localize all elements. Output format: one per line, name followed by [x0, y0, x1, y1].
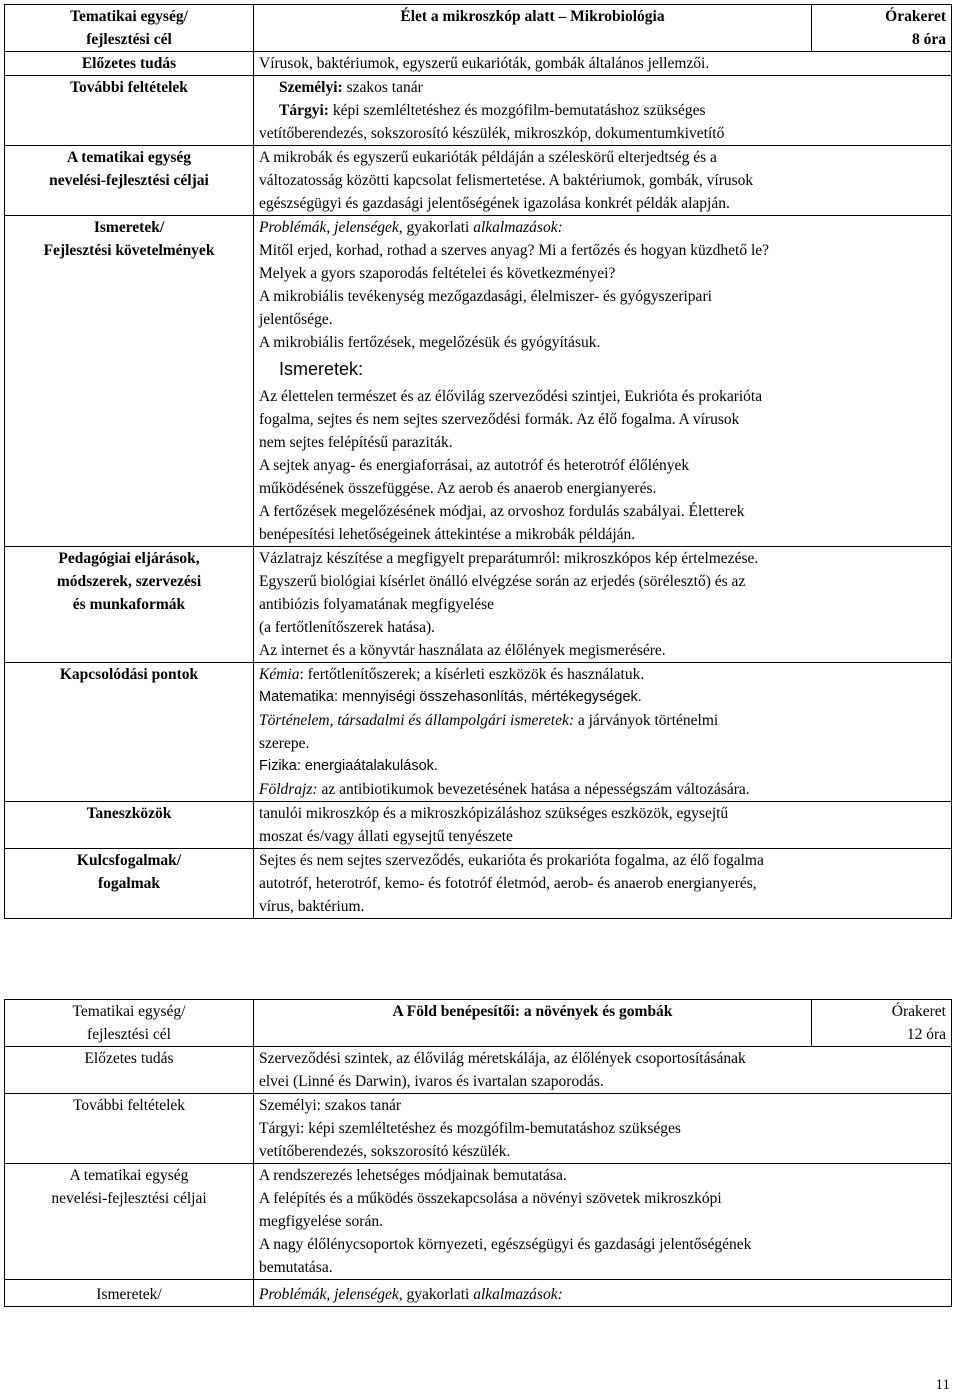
table-row	[5, 5, 952, 52]
text-line: Az internet és a könyvtár használata az élőlények megismerésére.	[259, 642, 666, 659]
row-label-kapcsolodasi: Kapcsolódási pontok	[5, 663, 254, 802]
row-label-tema	[5, 1000, 254, 1047]
label-line: fejlesztési cél	[86, 31, 172, 48]
text-line: bemutatása.	[259, 1259, 333, 1276]
text-line: megfigyelése során.	[259, 1213, 383, 1230]
subject-line: Matematika: mennyiségi összehasonlítás, mértékegységek.	[259, 689, 642, 705]
label-line: nevelési-fejlesztési céljai	[51, 1190, 207, 1207]
row-label-elozetes: Előzetes tudás	[5, 1047, 254, 1094]
table-row	[5, 547, 952, 663]
table-row	[5, 1000, 952, 1047]
row-label-celjai	[5, 1164, 254, 1280]
text-line: nem sejtes felépítésű paraziták.	[259, 434, 453, 451]
text-line: Szerveződési szintek, az élővilág méretskálája, az élőlények csoportosításának	[259, 1050, 746, 1067]
text-line: jelentősége.	[259, 311, 333, 328]
text-line: változatosság közötti kapcsolat felismertetése. A baktériumok, gombák, vírusok	[259, 172, 754, 189]
text-line: Vázlatrajz készítése a megfigyelt preparátumról: mikroszkópos kép értelmezése.	[259, 550, 759, 567]
text-line: A nagy élőlénycsoportok környezeti, egészségügyi és gazdasági jelentőségének	[259, 1236, 752, 1253]
row-label-taneszkozok: Taneszközök	[5, 802, 254, 849]
targyi-label: Tárgyi:	[279, 102, 329, 119]
targyi-text-cont: vetítőberendezés, sokszorosító készülék, mikroszkóp, dokumentumkivetítő	[259, 125, 725, 142]
subject-label: Történelem, társadalmi és állampolgári ismeretek:	[259, 712, 574, 729]
table-row	[5, 802, 952, 849]
elozetes-content	[254, 1047, 952, 1094]
text-line: (a fertőtlenítőszerek hatása).	[259, 619, 436, 636]
text-line: A rendszerezés lehetséges módjainak bemutatása.	[259, 1167, 567, 1184]
problemak-label: gyakorlati	[406, 219, 470, 236]
problemak-label: Problémák, jelenségek,	[259, 1286, 403, 1303]
text-line: Egyszerű biológiai kísérlet önálló elvégzése során az erjedés (sörélesztő) és az	[259, 573, 746, 590]
curriculum-table-plants-fungi	[4, 999, 952, 1307]
hours-label: Órakeret	[891, 1003, 946, 1020]
text-line: Az élettelen természet és az élővilág szerveződési szintjei, Eukrióta és prokarióta	[259, 388, 763, 405]
elozetes-text: Vírusok, baktériumok, egyszerű eukarióták, gombák általános jellemzői.	[254, 52, 952, 76]
celjai-content	[254, 146, 952, 216]
tovabbi-content	[254, 76, 952, 146]
text-line: tanulói mikroszkóp és a mikroszkópizáláshoz szükséges eszközök, egysejtű	[259, 805, 729, 822]
label-line: Tematikai egység/	[72, 1003, 186, 1020]
text-line: Mitől erjed, korhad, rothad a szerves anyag? Mi a fertőzés és hogyan küzdhető le?	[259, 242, 770, 259]
text-line: A fertőzések megelőzésének módjai, az orvoshoz fordulás szabályai. Életterek	[259, 503, 745, 520]
text-line: fogalma, sejtes és nem sejtes szerveződési formák. Az élő fogalma. A vírusok	[259, 411, 740, 428]
hours-label: Órakeret	[885, 8, 946, 25]
targyi-text: képi szemléltetéshez és mozgófilm-bemutatáshoz szükséges	[332, 102, 706, 119]
table-row	[5, 76, 952, 146]
text-line: működésének összefüggése. Az aerob és anaerob energianyerés.	[259, 480, 657, 497]
text-line: A mikrobiális fertőzések, megelőzésük és gyógyításuk.	[259, 334, 601, 351]
label-line: A tematikai egység	[67, 149, 191, 166]
table-row	[5, 1047, 952, 1094]
row-label-elozetes: Előzetes tudás	[5, 52, 254, 76]
row-label-pedagogiai	[5, 547, 254, 663]
text-line: A mikrobák és egyszerű eukarióták példáján a széleskörű elterjedtség és a	[259, 149, 717, 166]
szemelyi-text: szakos tanár	[324, 1097, 402, 1114]
table-row	[5, 849, 952, 919]
row-label-ismeretek: Ismeretek/	[5, 1280, 254, 1307]
text-line: A felépítés és a működés összekapcsolása a növényi szövetek mikroszkópi	[259, 1190, 722, 1207]
ismeretek-heading: Ismeretek:	[279, 359, 364, 379]
subject-text: az antibiotikumok bevezetésének hatása a népességszám változására.	[321, 781, 750, 798]
table-row	[5, 52, 952, 76]
targyi-text: képi szemléltetéshez és mozgófilm-bemutatáshoz szükséges	[308, 1120, 681, 1137]
label-line: nevelési-fejlesztési céljai	[49, 172, 209, 189]
page-number: 11	[935, 1377, 950, 1393]
text-line: autotróf, heterotróf, kemo- és fototróf életmód, aerob- és anaerob energianyerés,	[259, 875, 757, 892]
problemak-label: alkalmazások:	[473, 1286, 563, 1303]
szemelyi-text: szakos tanár	[346, 79, 423, 96]
szemelyi-label: Személyi:	[279, 79, 343, 96]
subject-text: szerepe.	[259, 735, 310, 752]
label-line: Fejlesztési követelmények	[43, 242, 215, 259]
kapcsolodasi-content	[254, 663, 952, 802]
problemak-label: alkalmazások:	[473, 219, 563, 236]
text-line: Melyek a gyors szaporodás feltételei és következményei?	[259, 265, 616, 282]
pedagogiai-content	[254, 547, 952, 663]
subject-label: Kémia	[259, 666, 300, 683]
table-row	[5, 146, 952, 216]
subject-line: Fizika: energiaátalakulások.	[259, 758, 438, 774]
label-line: Tematikai egység/	[70, 8, 188, 25]
label-line: Kulcsfogalmak/	[76, 852, 182, 869]
subject-text: : fertőtlenítőszerek; a kísérleti eszközök és használatuk.	[299, 666, 645, 683]
ismeretek-content	[254, 1280, 952, 1307]
hours-value: 8 óra	[911, 31, 946, 48]
row-label-kulcsfogalmak	[5, 849, 254, 919]
row-label-ismeretek	[5, 216, 254, 547]
row-label-tovabbi: További feltételek	[5, 76, 254, 146]
problemak-label: Problémák, jelenségek,	[259, 219, 403, 236]
unit-title: Élet a mikroszkóp alatt – Mikrobiológia	[254, 5, 812, 52]
text-line: vírus, baktérium.	[259, 898, 365, 915]
text-line: Sejtes és nem sejtes szerveződés, eukarióta és prokarióta fogalma, az élő fogalma	[259, 852, 764, 869]
kulcsfogalmak-content	[254, 849, 952, 919]
text-line: egészségügyi és gazdasági jelentőségének igazolása konkrét példák alapján.	[259, 195, 730, 212]
table-row	[5, 1280, 952, 1307]
subject-label: Földrajz:	[259, 781, 318, 798]
row-label-celjai	[5, 146, 254, 216]
table-row	[5, 1164, 952, 1280]
row-label-tema	[5, 5, 254, 52]
text-line: antibiózis folyamatának megfigyelése	[259, 596, 494, 613]
label-line: fejlesztési cél	[87, 1026, 171, 1043]
table-row	[5, 663, 952, 802]
tovabbi-content	[254, 1094, 952, 1164]
text-line: A mikrobiális tevékenység mezőgazdasági, élelmiszer- és gyógyszeripari	[259, 288, 712, 305]
ismeretek-content	[254, 216, 952, 547]
label-line: A tematikai egység	[69, 1167, 189, 1184]
label-line: Ismeretek/	[93, 219, 165, 236]
label-line: fogalmak	[98, 875, 160, 892]
curriculum-table-microbiology	[4, 4, 952, 919]
celjai-content	[254, 1164, 952, 1280]
text-line: benépesítési lehetőségeinek áttekintése a mikrobák példáján.	[259, 526, 636, 543]
subject-text: a járványok történelmi	[577, 712, 719, 729]
targyi-text-cont: vetítőberendezés, sokszorosító készülék.	[259, 1143, 511, 1160]
table-row	[5, 216, 952, 547]
table-row	[5, 1094, 952, 1164]
row-label-tovabbi: További feltételek	[5, 1094, 254, 1164]
hours-value: 12 óra	[906, 1026, 946, 1043]
text-line: A sejtek anyag- és energiaforrásai, az autotróf és heterotróf élőlények	[259, 457, 690, 474]
label-line: és munkaformák	[72, 596, 186, 613]
taneszkozok-content	[254, 802, 952, 849]
text-line: moszat és/vagy állati egysejtű tenyészete	[259, 828, 513, 845]
hours-cell	[812, 1000, 952, 1047]
label-line: módszerek, szervezési	[56, 573, 202, 590]
text-line: elvei (Linné és Darwin), ivaros és ivartalan szaporodás.	[259, 1073, 604, 1090]
label-line: Pedagógiai eljárások,	[58, 550, 200, 567]
unit-title: A Föld benépesítői: a növények és gombák	[254, 1000, 812, 1047]
targyi-label: Tárgyi:	[259, 1120, 305, 1137]
problemak-label: gyakorlati	[406, 1286, 470, 1303]
szemelyi-label: Személyi:	[259, 1097, 321, 1114]
hours-cell	[812, 5, 952, 52]
